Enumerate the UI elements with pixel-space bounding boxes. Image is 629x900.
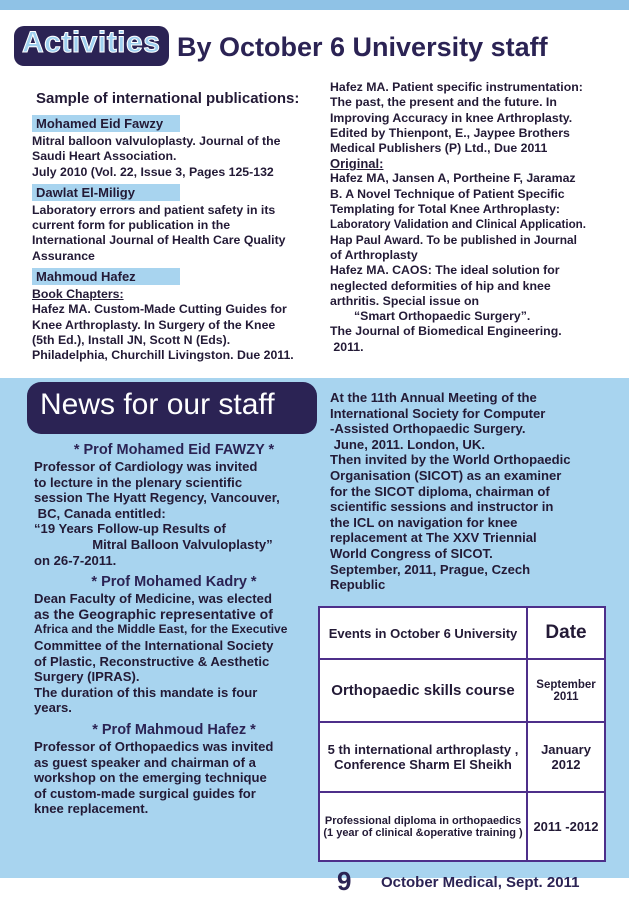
news-line: knee replacement. bbox=[34, 801, 149, 817]
publication-line: International Journal of Health Care Quality bbox=[32, 233, 286, 248]
original-subhead: Original: bbox=[330, 156, 384, 172]
publication-line: 2011. bbox=[330, 339, 364, 354]
header-accent-bar bbox=[0, 0, 629, 10]
news-line: -Assisted Orthopaedic Surgery. bbox=[330, 421, 526, 437]
publication-line: Knee Arthroplasty. In Surgery of the Knee bbox=[32, 317, 276, 332]
publication-line: The past, the present and the future. In bbox=[330, 95, 557, 110]
publication-line: neglected deformities of hip and knee bbox=[330, 278, 551, 293]
news-line: Committee of the International Society bbox=[34, 637, 274, 653]
news-line: of custom-made surgical guides for bbox=[34, 785, 256, 801]
publication-line: Hafez MA. Custom-Made Cutting Guides for bbox=[32, 302, 287, 317]
date-cell: January 2012 bbox=[527, 722, 605, 793]
publications-left-column bbox=[32, 84, 318, 364]
publication-line: Hafez MA. CAOS: The ideal solution for bbox=[330, 263, 560, 278]
news-line: for the SICOT diploma, chairman of bbox=[330, 483, 550, 499]
news-line: Surgery (IPRAS). bbox=[34, 669, 140, 685]
news-line: Africa and the Middle East, for the Executive bbox=[34, 622, 288, 637]
news-line: session The Hyatt Regency, Vancouver, bbox=[34, 490, 280, 506]
page-header bbox=[0, 20, 629, 76]
news-person-heading: * Prof Mohamed Eid FAWZY * bbox=[73, 442, 275, 458]
news-left-column bbox=[34, 440, 314, 817]
news-line: to lecture in the plenary scientific bbox=[34, 474, 243, 490]
header-title: By October 6 University staff bbox=[177, 32, 548, 62]
publication-line: Medical Publishers (P) Ltd., Due 2011 bbox=[330, 141, 548, 156]
news-line: as guest speaker and chairman of a bbox=[34, 754, 256, 770]
publication-line: Edited by Thienpont, E., Jaypee Brothers bbox=[330, 125, 570, 140]
publication-line: Improving Accuracy in knee Arthroplasty. bbox=[330, 110, 573, 125]
publication-line: current form for publication in the bbox=[32, 218, 231, 233]
news-line: Professor of Cardiology was invited bbox=[34, 459, 258, 474]
news-right-column bbox=[330, 390, 620, 593]
news-line: “19 Years Follow-up Results of bbox=[34, 521, 226, 537]
publication-line: Hafez MA, Jansen A, Portheine F, Jaramaz bbox=[330, 171, 576, 186]
publication-line: Hafez MA. Patient specific instrumentation: bbox=[330, 80, 583, 94]
book-chapters-subhead: Book Chapters: bbox=[32, 287, 124, 302]
publication-line: (5th Ed.), Install JN, Scott N (Eds). bbox=[32, 332, 231, 347]
table-row bbox=[319, 659, 605, 721]
news-line: Mitral Balloon Valvuloplasty” bbox=[34, 536, 273, 552]
publications-heading: Sample of international publications: bbox=[36, 90, 300, 107]
news-line: on 26-7-2011. bbox=[34, 552, 117, 568]
news-line: years. bbox=[34, 700, 72, 716]
news-line: replacement at The XXV Triennial bbox=[330, 530, 537, 546]
publication-line: of Arthroplasty bbox=[330, 247, 418, 262]
news-line: of Plastic, Reconstructive & Aesthetic bbox=[34, 653, 270, 669]
date-cell: 2011 -2012 bbox=[527, 792, 605, 861]
news-line: Organisation (SICOT) as an examiner bbox=[330, 467, 562, 483]
publication-line: “Smart Orthopaedic Surgery”. bbox=[354, 309, 531, 324]
events-header-date: Date bbox=[527, 607, 605, 659]
news-line: The duration of this mandate is four bbox=[34, 684, 258, 700]
news-line: September, 2011, Prague, Czech bbox=[330, 561, 531, 577]
news-line: Then invited by the World Orthopaedic bbox=[330, 452, 571, 468]
author-name: Mohamed Eid Fawzy bbox=[32, 115, 180, 132]
publication-footer: October Medical, Sept. 2011 bbox=[381, 874, 580, 891]
news-line: World Congress of SICOT. bbox=[330, 545, 493, 561]
publications-right-column bbox=[330, 80, 620, 355]
publication-line: Saudi Heart Association. bbox=[32, 149, 177, 164]
events-table-header-row bbox=[319, 607, 605, 659]
events-table bbox=[318, 606, 606, 862]
header-highlight-text: Activities bbox=[22, 26, 161, 59]
event-cell: Professional diploma in orthopaedics (1 year of clinical &operative training ) bbox=[319, 792, 527, 861]
publication-line: July 2010 (Vol. 22, Issue 3, Pages 125-132 bbox=[32, 164, 274, 179]
news-line: as the Geographic representative of bbox=[34, 605, 273, 622]
news-line: At the 11th Annual Meeting of the bbox=[330, 390, 537, 405]
news-line: BC, Canada entitled: bbox=[34, 505, 166, 521]
publication-line: Mitral balloon valvuloplasty. Journal of the bbox=[32, 134, 281, 148]
table-row bbox=[319, 722, 605, 793]
publication-line: Assurance bbox=[32, 248, 95, 263]
publication-line: Laboratory errors and patient safety in its bbox=[32, 202, 276, 217]
author-name: Dawlat El-Miligy bbox=[32, 184, 180, 201]
date-cell: September 2011 bbox=[527, 659, 605, 721]
events-header-event: Events in October 6 University bbox=[319, 607, 527, 659]
event-cell: 5 th international arthroplasty , Conference Sharm El Sheikh bbox=[319, 722, 527, 793]
event-cell: Orthopaedic skills course bbox=[319, 659, 527, 721]
publication-line: The Journal of Biomedical Engineering. bbox=[330, 324, 562, 339]
news-line: Dean Faculty of Medicine, was elected bbox=[34, 591, 272, 607]
page-number: 9 bbox=[337, 866, 352, 896]
news-person-heading: * Prof Mohamed Kadry * bbox=[91, 574, 257, 591]
news-line: June, 2011. London, UK. bbox=[330, 436, 485, 452]
publication-line: arthritis. Special issue on bbox=[330, 293, 479, 308]
news-line: Professor of Orthopaedics was invited bbox=[34, 738, 274, 754]
news-line: the ICL on navigation for knee bbox=[330, 514, 518, 530]
publication-line: Philadelphia, Churchill Livingston. Due 2011. bbox=[32, 348, 294, 363]
publication-line: Laboratory Validation and Clinical Application. bbox=[330, 218, 586, 232]
news-title: News for our staff bbox=[40, 388, 275, 421]
news-person-heading: * Prof Mahmoud Hafez * bbox=[92, 721, 256, 738]
news-line: International Society for Computer bbox=[330, 405, 546, 421]
news-line: workshop on the emerging technique bbox=[34, 770, 267, 786]
publication-line: B. A Novel Technique of Patient Specific bbox=[330, 186, 565, 201]
news-line: Republic bbox=[330, 577, 386, 593]
publication-line: Templating for Total Knee Arthroplasty: bbox=[330, 202, 561, 217]
publication-line: Hap Paul Award. To be published in Journal bbox=[330, 232, 577, 247]
news-line: scientific sessions and instructor in bbox=[330, 499, 554, 515]
author-name: Mahmoud Hafez bbox=[32, 268, 180, 285]
table-row bbox=[319, 792, 605, 861]
